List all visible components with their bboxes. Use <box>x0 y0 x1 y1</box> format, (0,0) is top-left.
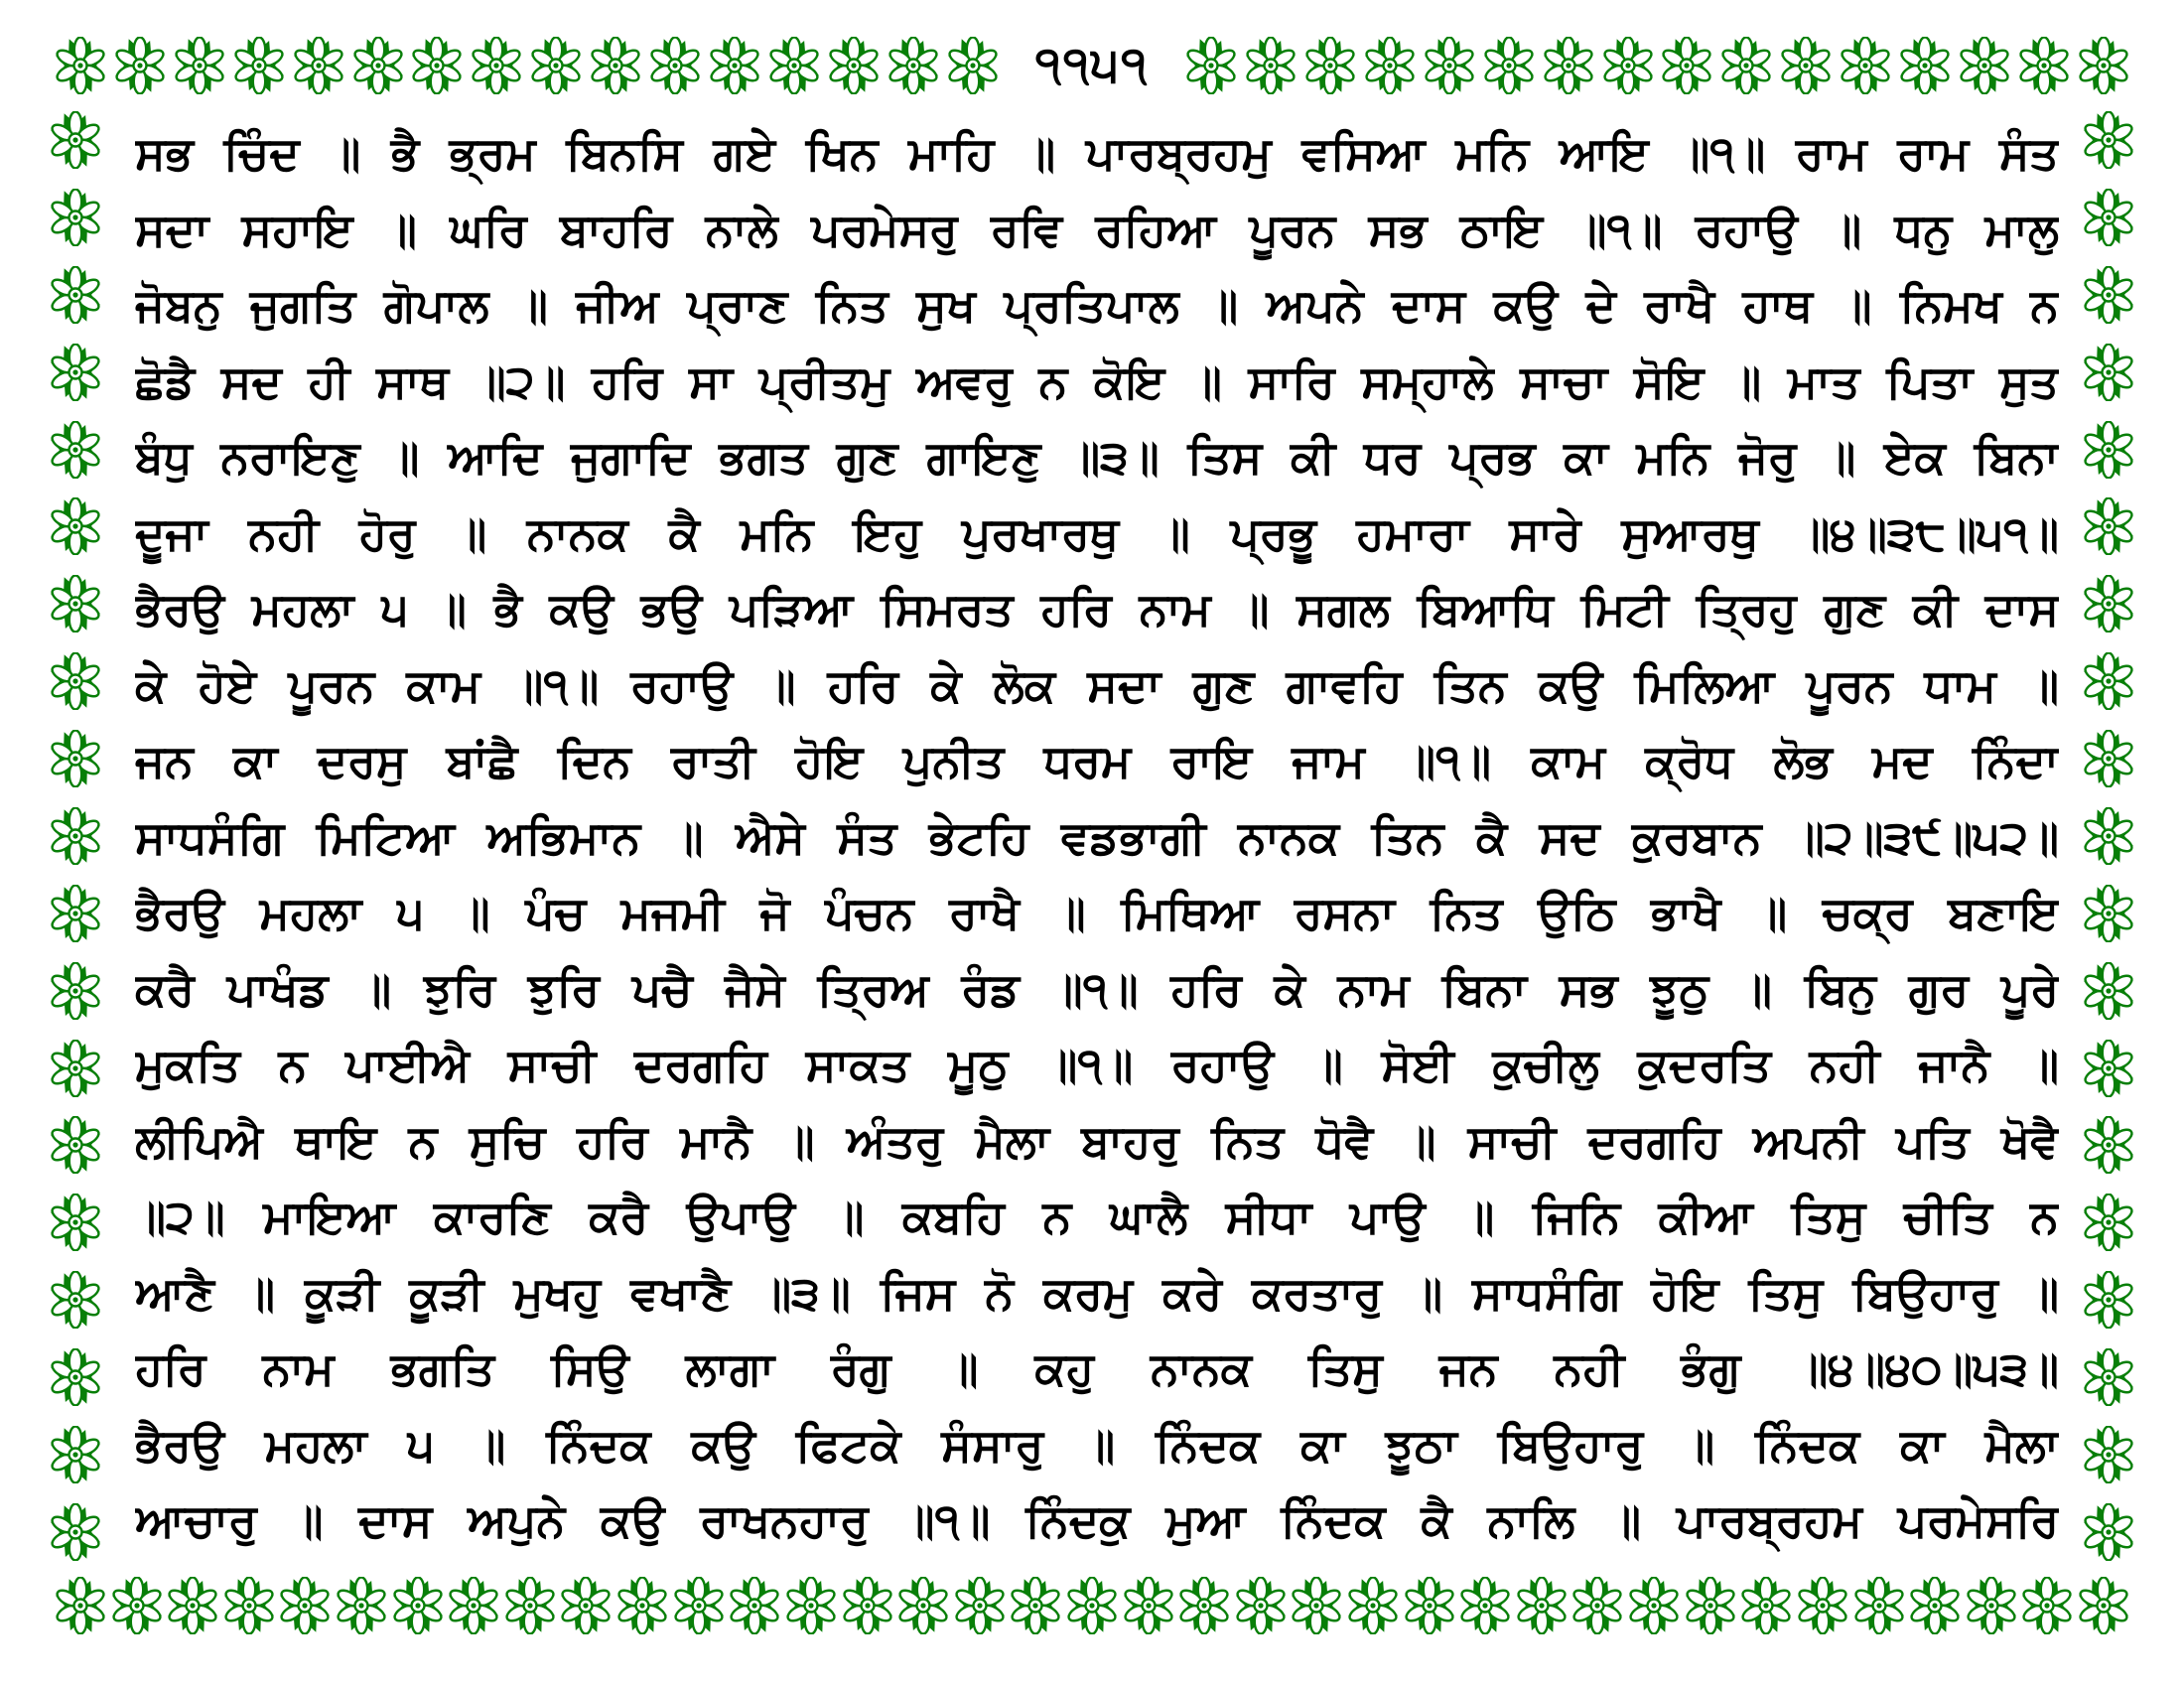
flower-icon <box>51 1426 100 1483</box>
text-line: ਸਭ ਚਿੰਦ ॥ ਭੈ ਭ੍ਰਮ ਬਿਨਸਿ ਗਏ ਖਿਨ ਮਾਹਿ ॥ ਪਾਰਬ੍ਰਹਮੁ ਵਸਿਆ ਮਨਿ ਆਇ ॥੧॥ ਰਾਮ ਰਾਮ ਸੰਤ <box>135 127 2059 179</box>
flower-icon <box>449 1577 498 1634</box>
flower-icon <box>769 37 819 94</box>
flower-icon <box>1186 37 1236 94</box>
flower-icon <box>175 37 224 94</box>
flower-icon <box>948 37 998 94</box>
flower-icon <box>412 37 462 94</box>
flower-icon <box>51 1040 100 1097</box>
flower-icon <box>2084 266 2133 324</box>
flower-icon <box>1662 37 1711 94</box>
text-line: ਬੰਧੁ ਨਰਾਇਣੁ ॥ ਆਦਿ ਜੁਗਾਦਿ ਭਗਤ ਗੁਣ ਗਾਇਣੁ ॥੩॥ ਤਿਸ ਕੀ ਧਰ ਪ੍ਰਭ ਕਾ ਮਨਿ ਜੋਰੁ ॥ ਏਕ ਬਿਨਾ <box>135 431 2059 483</box>
left-border <box>50 111 101 1561</box>
flower-icon <box>591 37 640 94</box>
flower-icon <box>1236 1577 1286 1634</box>
flower-icon <box>1246 37 1296 94</box>
flower-icon <box>650 37 700 94</box>
text-line: ਭੈਰਉ ਮਹਲਾ ੫ ॥ ਨਿੰਦਕ ਕਉ ਫਿਟਕੇ ਸੰਸਾਰੁ ॥ ਨਿੰਦਕ ਕਾ ਝੂਠਾ ਬਿਉਹਾਰੁ ॥ ਨਿੰਦਕ ਕਾ ਮੈਲਾ <box>135 1418 2059 1471</box>
flower-icon <box>843 1577 892 1634</box>
flower-icon <box>1011 1577 1060 1634</box>
flower-icon <box>224 1577 274 1634</box>
flower-icon <box>1572 1577 1622 1634</box>
flower-icon <box>393 1577 443 1634</box>
flower-icon <box>730 1577 779 1634</box>
text-line: ਮੁਕਤਿ ਨ ਪਾਈਐ ਸਾਚੀ ਦਰਗਹਿ ਸਾਕਤ ਮੂਠੁ ॥੧॥ ਰਹਾਉ ॥ ਸੋਈ ਕੁਚੀਲੁ ਕੁਦਰਤਿ ਨਹੀ ਜਾਨੈ ॥ <box>135 1039 2059 1090</box>
flower-icon <box>2084 421 2133 479</box>
flower-icon <box>2084 575 2133 633</box>
flower-icon <box>829 37 879 94</box>
text-line: ਜਨ ਕਾ ਦਰਸੁ ਬਾਂਛੈ ਦਿਨ ਰਾਤੀ ਹੋਇ ਪੁਨੀਤ ਧਰਮ ਰਾਇ ਜਾਮ ॥੧॥ ਕਾਮ ਕ੍ਰੋਧ ਲੋਭ ਮਦ ਨਿੰਦਾ <box>135 735 2059 786</box>
flower-icon <box>51 1116 100 1174</box>
text-line: ਆਚਾਰੁ ॥ ਦਾਸ ਅਪੁਨੇ ਕਉ ਰਾਖਨਹਾਰੁ ॥੧॥ ਨਿੰਦਕੁ ਮੁਆ ਨਿੰਦਕ ਕੈ ਨਾਲਿ ॥ ਪਾਰਬ੍ਰਹਮ ਪਰਮੇਸਰਿ <box>135 1494 2059 1546</box>
text-line: ॥੨॥ ਮਾਇਆ ਕਾਰਣਿ ਕਰੈ ਉਪਾਉ ॥ ਕਬਹਿ ਨ ਘਾਲੈ ਸੀਧਾ ਪਾਉ ॥ ਜਿਨਿ ਕੀਆ ਤਿਸੁ ਚੀਤਿ ਨ <box>135 1191 2059 1242</box>
flower-icon <box>2084 962 2133 1020</box>
text-line: ਭੈਰਉ ਮਹਲਾ ੫ ॥ ਭੈ ਕਉ ਭਉ ਪੜਿਆ ਸਿਮਰਤ ਹਰਿ ਨਾਮ ॥ ਸਗਲ ਬਿਆਧਿ ਮਿਟੀ ਤ੍ਰਿਹੁ ਗੁਣ ਕੀ ਦਾਸ <box>135 583 2059 634</box>
flower-icon <box>2084 1348 2133 1406</box>
flower-icon <box>51 344 100 401</box>
flower-icon <box>2084 1116 2133 1174</box>
flower-icon <box>888 37 938 94</box>
flower-icon <box>168 1577 217 1634</box>
flower-icon <box>280 1577 330 1634</box>
flower-icon <box>786 1577 836 1634</box>
flower-icon <box>1900 37 1950 94</box>
flower-icon <box>51 111 100 169</box>
flower-icon <box>1517 1577 1567 1634</box>
flower-icon <box>1781 37 1831 94</box>
flower-icon <box>1967 1577 2016 1634</box>
flower-icon <box>51 1503 100 1561</box>
top-border-left-flowers <box>56 37 998 94</box>
text-line: ਭੈਰਉ ਮਹਲਾ ੫ ॥ ਪੰਚ ਮਜਮੀ ਜੋ ਪੰਚਨ ਰਾਖੈ ॥ ਮਿਥਿਆ ਰਸਨਾ ਨਿਤ ਉਠਿ ਭਾਖੈ ॥ ਚਕ੍ਰ ਬਣਾਇ <box>135 887 2059 938</box>
flower-icon <box>51 1194 100 1251</box>
flower-icon <box>51 266 100 324</box>
flower-icon <box>2084 730 2133 787</box>
flower-icon <box>294 37 343 94</box>
flower-icon <box>710 37 759 94</box>
flower-icon <box>2084 807 2133 865</box>
flower-icon <box>1629 1577 1679 1634</box>
flower-icon <box>2084 111 2133 169</box>
flower-icon <box>617 1577 667 1634</box>
flower-icon <box>115 37 165 94</box>
flower-icon <box>2084 1271 2133 1329</box>
text-line: ਹਰਿ ਨਾਮ ਭਗਤਿ ਸਿਉ ਲਾਗਾ ਰੰਗੁ ॥ ਕਹੁ ਨਾਨਕ ਤਿਸੁ ਜਨ ਨਹੀ ਭੰਗੁ ॥੪॥੪੦॥੫੩॥ <box>135 1342 2059 1394</box>
flower-icon <box>2084 497 2133 555</box>
flower-icon <box>51 807 100 865</box>
flower-icon <box>505 1577 555 1634</box>
flower-icon <box>51 189 100 246</box>
flower-icon <box>1544 37 1593 94</box>
flower-icon <box>1854 1577 1904 1634</box>
flower-icon <box>1405 1577 1454 1634</box>
text-line: ਕੇ ਹੋਏ ਪੂਰਨ ਕਾਮ ॥੧॥ ਰਹਾਉ ॥ ਹਰਿ ਕੇ ਲੋਕ ਸਦਾ ਗੁਣ ਗਾਵਹਿ ਤਿਨ ਕਉ ਮਿਲਿਆ ਪੂਰਨ ਧਾਮ ॥ <box>135 658 2059 711</box>
flower-icon <box>1721 37 1771 94</box>
flower-icon <box>1292 1577 1341 1634</box>
text-line: ਆਣੈ ॥ ਕੂੜੀ ਕੂੜੀ ਮੁਖਹੁ ਵਖਾਣੈ ॥੩॥ ਜਿਸ ਨੋ ਕਰਮੁ ਕਰੇ ਕਰਤਾਰੁ ॥ ਸਾਧਸੰਗਿ ਹੋਇ ਤਿਸੁ ਬਿਉਹਾਰੁ ॥ <box>135 1266 2059 1319</box>
flower-icon <box>51 1271 100 1329</box>
top-border <box>56 34 2128 97</box>
flower-icon <box>2084 885 2133 942</box>
flower-icon <box>2084 1503 2133 1561</box>
flower-icon <box>472 37 521 94</box>
flower-icon <box>337 1577 386 1634</box>
flower-icon <box>1798 1577 1847 1634</box>
flower-icon <box>51 1348 100 1406</box>
flower-icon <box>1686 1577 1735 1634</box>
flower-icon <box>2084 1194 2133 1251</box>
flower-icon <box>1067 1577 1117 1634</box>
flower-icon <box>2019 37 2069 94</box>
flower-icon <box>56 1577 105 1634</box>
flower-icon <box>1841 37 1890 94</box>
flower-icon <box>2079 1577 2128 1634</box>
flower-icon <box>2084 1426 2133 1483</box>
bottom-border <box>56 1575 2128 1636</box>
flower-icon <box>955 1577 1005 1634</box>
flower-icon <box>1179 1577 1229 1634</box>
flower-icon <box>1460 1577 1510 1634</box>
flower-icon <box>2022 1577 2072 1634</box>
flower-icon <box>2084 344 2133 401</box>
flower-icon <box>898 1577 948 1634</box>
top-border-right-flowers <box>1186 37 2128 94</box>
text-line: ਸਾਧਸੰਗਿ ਮਿਟਿਆ ਅਭਿਮਾਨ ॥ ਐਸੇ ਸੰਤ ਭੇਟਹਿ ਵਡਭਾਗੀ ਨਾਨਕ ਤਿਨ ਕੈ ਸਦ ਕੁਰਬਾਨ ॥੨॥੩੯॥੫੨॥ <box>135 810 2059 863</box>
flower-icon <box>51 652 100 710</box>
flower-icon <box>51 885 100 942</box>
flower-icon <box>51 575 100 633</box>
flower-icon <box>2084 189 2133 246</box>
flower-icon <box>51 421 100 479</box>
flower-icon <box>1603 37 1653 94</box>
flower-icon <box>1124 1577 1173 1634</box>
scripture-text-block <box>135 115 2059 1559</box>
flower-icon <box>1365 37 1415 94</box>
flower-icon <box>1741 1577 1791 1634</box>
flower-icon <box>56 37 105 94</box>
text-line: ਛੋਡੈ ਸਦ ਹੀ ਸਾਥ ॥੨॥ ਹਰਿ ਸਾ ਪ੍ਰੀਤਮੁ ਅਵਰੁ ਨ ਕੋਇ ॥ ਸਾਰਿ ਸਮ੍ਹਾਲੇ ਸਾਚਾ ਸੋਇ ॥ ਮਾਤ ਪਿਤਾ ਸੁਤ <box>135 354 2059 407</box>
flower-icon <box>51 730 100 787</box>
text-line: ਜੋਬਨੁ ਜੁਗਤਿ ਗੋਪਾਲ ॥ ਜੀਅ ਪ੍ਰਾਣ ਨਿਤ ਸੁਖ ਪ੍ਰਤਿਪਾਲ ॥ ਅਪਨੇ ਦਾਸ ਕਉ ਦੇ ਰਾਖੈ ਹਾਥ ॥ ਨਿਮਖ ਨ <box>135 279 2059 331</box>
text-line: ਦੂਜਾ ਨਹੀ ਹੋਰੁ ॥ ਨਾਨਕ ਕੈ ਮਨਿ ਇਹੁ ਪੁਰਖਾਰਥੁ ॥ ਪ੍ਰਭੂ ਹਮਾਰਾ ਸਾਰੇ ਸੁਆਰਥੁ ॥੪॥੩੮॥੫੧॥ <box>135 506 2059 559</box>
flower-icon <box>1348 1577 1398 1634</box>
flower-icon <box>51 962 100 1020</box>
flower-icon <box>2079 37 2128 94</box>
flower-icon <box>1910 1577 1960 1634</box>
text-line: ਕਰੈ ਪਾਖੰਡ ॥ ਝੁਰਿ ਝੁਰਿ ਪਚੈ ਜੈਸੇ ਤ੍ਰਿਅ ਰੰਡ ॥੧॥ ਹਰਿ ਕੇ ਨਾਮ ਬਿਨਾ ਸਭ ਝੂਠੁ ॥ ਬਿਨੁ ਗੁਰ ਪੂਰੇ <box>135 962 2059 1015</box>
page-number: ੧੧੫੧ <box>1034 39 1150 91</box>
flower-icon <box>1425 37 1474 94</box>
flower-icon <box>2084 1040 2133 1097</box>
flower-icon <box>674 1577 724 1634</box>
flower-icon <box>1960 37 2009 94</box>
flower-icon <box>234 37 284 94</box>
flower-icon <box>561 1577 611 1634</box>
text-line: ਲੀਪਿਐ ਥਾਇ ਨ ਸੁਚਿ ਹਰਿ ਮਾਨੈ ॥ ਅੰਤਰੁ ਮੈਲਾ ਬਾਹਰੁ ਨਿਤ ਧੋਵੈ ॥ ਸਾਚੀ ਦਰਗਹਿ ਅਪਨੀ ਪਤਿ ਖੋਵੈ <box>135 1114 2059 1167</box>
right-border <box>2083 111 2134 1561</box>
text-line: ਸਦਾ ਸਹਾਇ ॥ ਘਰਿ ਬਾਹਰਿ ਨਾਲੇ ਪਰਮੇਸਰੁ ਰਵਿ ਰਹਿਆ ਪੂਰਨ ਸਭ ਠਾਇ ॥੧॥ ਰਹਾਉ ॥ ਧਨੁ ਮਾਲੁ <box>135 203 2059 255</box>
flower-icon <box>112 1577 162 1634</box>
flower-icon <box>1305 37 1355 94</box>
flower-icon <box>51 497 100 555</box>
flower-icon <box>2084 652 2133 710</box>
flower-icon <box>531 37 581 94</box>
flower-icon <box>353 37 403 94</box>
flower-icon <box>1484 37 1534 94</box>
